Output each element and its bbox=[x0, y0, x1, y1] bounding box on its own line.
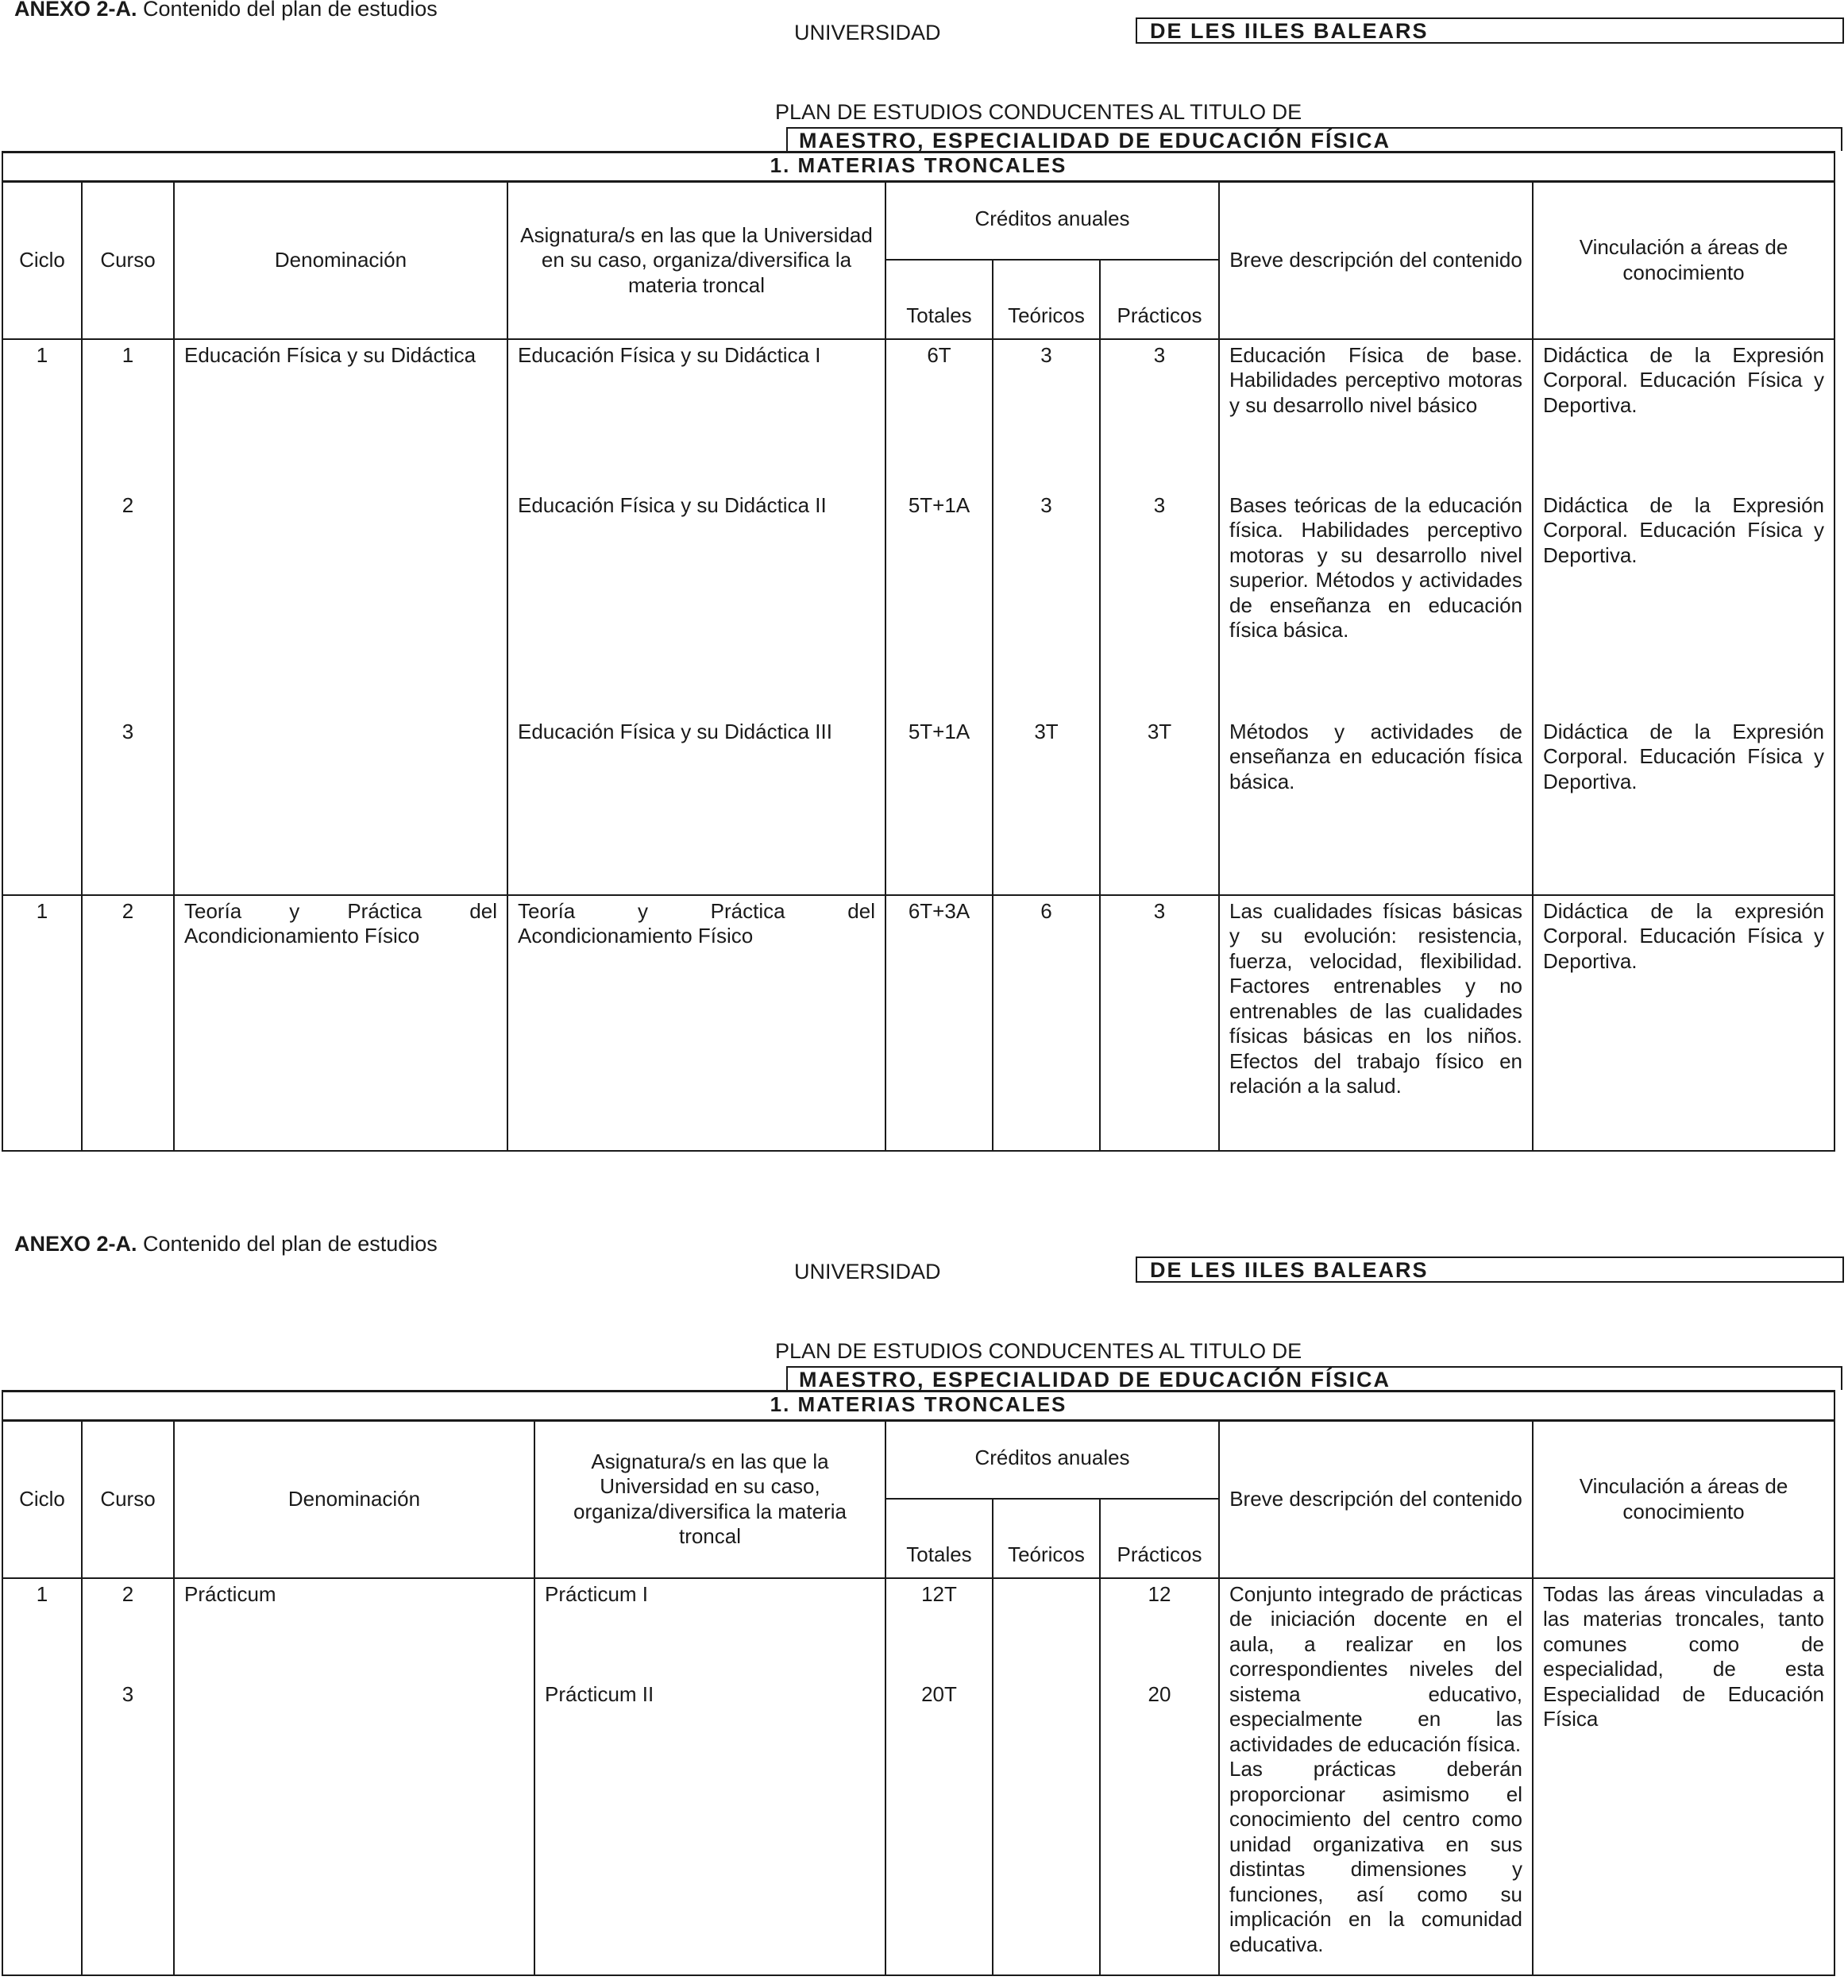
cell-practicos: 3 bbox=[1100, 490, 1219, 716]
cell-totales: 5T+1A bbox=[885, 716, 993, 895]
curso-1: 2 bbox=[122, 1581, 134, 1606]
cell-asignatura: Educación Física y su Didáctica II bbox=[507, 490, 885, 716]
materias-table bbox=[2, 1390, 1835, 1976]
col-denominacion: Denominación bbox=[174, 1421, 534, 1578]
anexo-text: Contenido del plan de estudios bbox=[137, 1232, 438, 1256]
materias-table bbox=[2, 151, 1835, 1152]
spacer bbox=[545, 1607, 875, 1682]
anexo-text: Contenido del plan de estudios bbox=[137, 0, 438, 21]
cell-totales bbox=[885, 1578, 993, 1975]
anexo-heading bbox=[14, 0, 438, 21]
anexo-heading bbox=[14, 1232, 438, 1256]
cell-curso: 3 bbox=[82, 716, 174, 895]
universidad-name-box: DE LES IILES BALEARS bbox=[1136, 17, 1844, 44]
cell-vinculacion: Didáctica de la Expresión Corporal. Educación Física y Deportiva. bbox=[1533, 490, 1834, 716]
table-row bbox=[2, 895, 1834, 1151]
descripcion-2: Las prácticas deberán proporcionar asimismo el conocimiento del centro como unidad organizativa en sus distintas dimensiones y funciones, así como su implicación en la comunidad educativa. bbox=[1229, 1757, 1522, 1956]
cell-curso: 2 bbox=[82, 895, 174, 1151]
cell-practicos: 3 bbox=[1100, 895, 1219, 1151]
cell-ciclo: 1 bbox=[2, 895, 82, 1151]
col-totales: Totales bbox=[885, 260, 993, 339]
table-row bbox=[2, 339, 1834, 490]
spacer bbox=[92, 1607, 164, 1682]
col-curso: Curso bbox=[82, 182, 174, 339]
cell-descripcion: Métodos y actividades de enseñanza en educación física básica. bbox=[1219, 716, 1533, 895]
universidad-name-box: DE LES IILES BALEARS bbox=[1136, 1256, 1844, 1283]
col-ciclo: Ciclo bbox=[2, 182, 82, 339]
cell-teoricos: 3 bbox=[993, 490, 1100, 716]
col-totales: Totales bbox=[885, 1499, 993, 1578]
cell-denominacion: Educación Física y su Didáctica bbox=[174, 339, 507, 490]
cell-ciclo bbox=[2, 716, 82, 895]
cell-totales: 5T+1A bbox=[885, 490, 993, 716]
cell-practicos: 3T bbox=[1100, 716, 1219, 895]
cell-asignatura bbox=[534, 1578, 885, 1975]
cell-descripcion: Las cualidades físicas básicas y su evolución: resistencia, fuerza, velocidad, flexibilidad. Factores entrenables y no entrenables de las cualidades físicas básicas en los niños. Efectos del trabajo físico en relación a la salud. bbox=[1219, 895, 1533, 1151]
col-descripcion: Breve descripción del contenido bbox=[1219, 1421, 1533, 1578]
col-asignaturas: Asignatura/s en las que la Universidad en su caso, organiza/diversifica la materia troncal bbox=[534, 1421, 885, 1578]
cell-teoricos: 3 bbox=[993, 339, 1100, 490]
titulo-box: MAESTRO, ESPECIALIDAD DE EDUCACIÓN FÍSICA bbox=[786, 127, 1842, 151]
col-ciclo: Ciclo bbox=[2, 1421, 82, 1578]
cell-descripcion bbox=[1219, 1578, 1533, 1975]
cell-curso bbox=[82, 1578, 174, 1975]
cell-totales: 6T+3A bbox=[885, 895, 993, 1151]
practicos-2: 20 bbox=[1148, 1682, 1171, 1706]
totales-1: 12T bbox=[921, 1581, 957, 1606]
anexo-label: ANEXO 2-A. bbox=[14, 0, 137, 21]
cell-practicos: 3 bbox=[1100, 339, 1219, 490]
col-vinculacion: Vinculación a áreas de conocimiento bbox=[1533, 182, 1834, 339]
cell-descripcion: Educación Física de base. Habilidades perceptivo motoras y su desarrollo nivel básico bbox=[1219, 339, 1533, 490]
cell-asignatura: Teoría y Práctica del Acondicionamiento Físico bbox=[507, 895, 885, 1151]
cell-asignatura: Educación Física y su Didáctica III bbox=[507, 716, 885, 895]
cell-descripcion: Bases teóricas de la educación física. Habilidades perceptivo motoras y su desarrollo nivel superior. Métodos y actividades de enseñanza en educación física básica. bbox=[1219, 490, 1533, 716]
spacer bbox=[896, 1607, 982, 1682]
col-creditos: Créditos anuales bbox=[885, 1421, 1219, 1499]
cell-vinculacion: Didáctica de la expresión Corporal. Educación Física y Deportiva. bbox=[1533, 895, 1834, 1151]
cell-vinculacion: Didáctica de la Expresión Corporal. Educación Física y Deportiva. bbox=[1533, 716, 1834, 895]
col-curso: Curso bbox=[82, 1421, 174, 1578]
col-creditos: Créditos anuales bbox=[885, 182, 1219, 260]
cell-teoricos bbox=[993, 1578, 1100, 1975]
cell-asignatura: Educación Física y su Didáctica I bbox=[507, 339, 885, 490]
cell-denominacion bbox=[174, 490, 507, 716]
section-title: 1. MATERIAS TRONCALES bbox=[2, 152, 1834, 182]
practicos-1: 12 bbox=[1148, 1581, 1171, 1606]
descripcion-1: Conjunto integrado de prácticas de iniciación docente en el aula, a realizar en los correspondientes niveles del sistema educativo, especialmente en las actividades de educación física. bbox=[1229, 1581, 1522, 1756]
titulo-box: MAESTRO, ESPECIALIDAD DE EDUCACIÓN FÍSICA bbox=[786, 1366, 1842, 1390]
cell-vinculacion: Todas las áreas vinculadas a las materias troncales, tanto comunes como de especialidad, de esta Especialidad de Educación Física bbox=[1533, 1578, 1834, 1975]
section-title: 1. MATERIAS TRONCALES bbox=[2, 1392, 1834, 1421]
anexo-label: ANEXO 2-A. bbox=[14, 1232, 137, 1256]
cell-curso: 1 bbox=[82, 339, 174, 490]
asignatura-2: Prácticum II bbox=[545, 1682, 654, 1706]
col-denominacion: Denominación bbox=[174, 182, 507, 339]
cell-denominacion bbox=[174, 716, 507, 895]
cell-teoricos: 6 bbox=[993, 895, 1100, 1151]
col-asignaturas: Asignatura/s en las que la Universidad en su caso, organiza/diversifica la materia troncal bbox=[507, 182, 885, 339]
col-descripcion: Breve descripción del contenido bbox=[1219, 182, 1533, 339]
cell-ciclo: 1 bbox=[2, 1578, 82, 1975]
plan-label: PLAN DE ESTUDIOS CONDUCENTES AL TITULO DE bbox=[775, 1339, 1302, 1363]
table-row bbox=[2, 1578, 1834, 1975]
col-teoricos: Teóricos bbox=[993, 260, 1100, 339]
curso-2: 3 bbox=[122, 1682, 134, 1706]
cell-practicos bbox=[1100, 1578, 1219, 1975]
cell-ciclo: 1 bbox=[2, 339, 82, 490]
col-practicos: Prácticos bbox=[1100, 1499, 1219, 1578]
cell-curso: 2 bbox=[82, 490, 174, 716]
totales-2: 20T bbox=[921, 1682, 957, 1706]
plan-label: PLAN DE ESTUDIOS CONDUCENTES AL TITULO DE bbox=[775, 100, 1302, 124]
universidad-label: UNIVERSIDAD bbox=[794, 21, 941, 44]
cell-denominacion: Prácticum bbox=[174, 1578, 534, 1975]
cell-vinculacion: Didáctica de la Expresión Corporal. Educación Física y Deportiva. bbox=[1533, 339, 1834, 490]
col-practicos: Prácticos bbox=[1100, 260, 1219, 339]
table-row bbox=[2, 716, 1834, 895]
spacer bbox=[1110, 1607, 1209, 1682]
col-teoricos: Teóricos bbox=[993, 1499, 1100, 1578]
asignatura-1: Prácticum I bbox=[545, 1581, 649, 1606]
cell-denominacion: Teoría y Práctica del Acondicionamiento Físico bbox=[174, 895, 507, 1151]
col-vinculacion: Vinculación a áreas de conocimiento bbox=[1533, 1421, 1834, 1578]
cell-totales: 6T bbox=[885, 339, 993, 490]
cell-ciclo bbox=[2, 490, 82, 716]
universidad-label: UNIVERSIDAD bbox=[794, 1260, 941, 1284]
table-row bbox=[2, 490, 1834, 716]
cell-teoricos: 3T bbox=[993, 716, 1100, 895]
